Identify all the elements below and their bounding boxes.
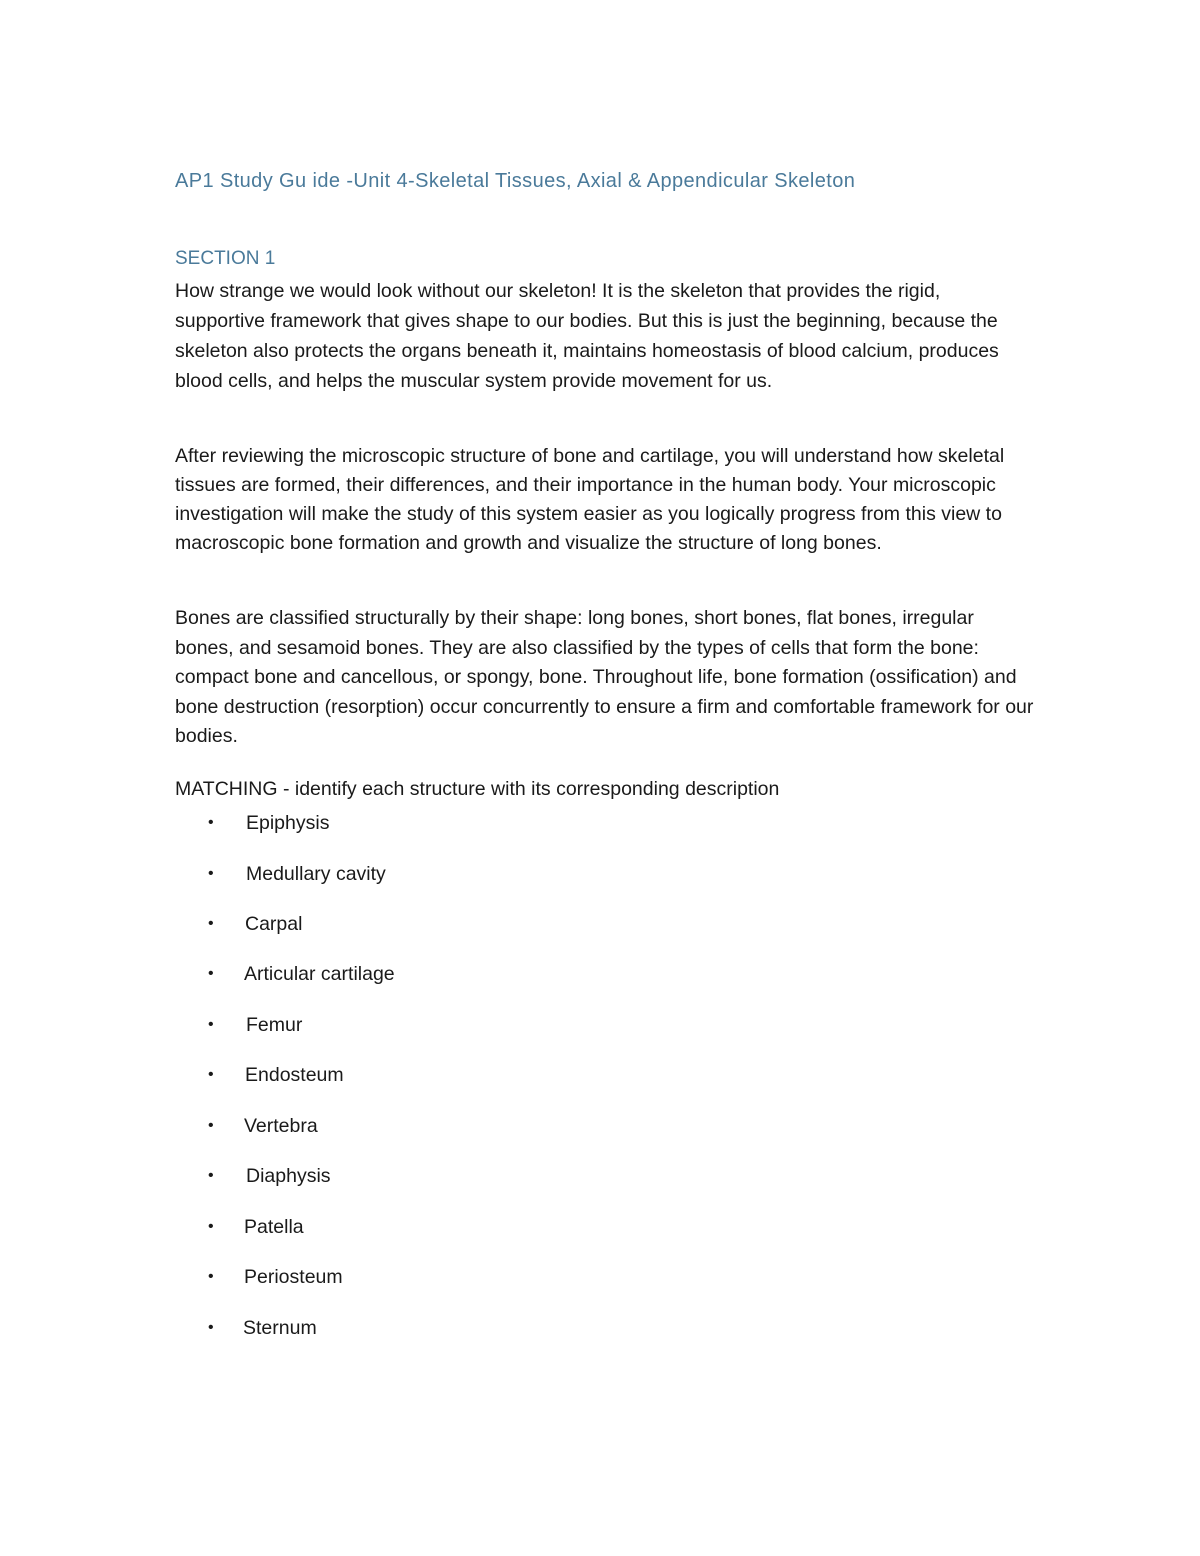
microscopic-paragraph: After reviewing the microscopic structure of bone and cartilage, you will understand how skeletal tissues are formed, their differences, and their importance in the human body. Your microscopic investigation will make the study of this system easier as you logically progress from this view to macroscopic bone formation and growth and visualize the structure of long bones. — [175, 445, 1005, 554]
list-item-label: Vertebra — [244, 1115, 318, 1137]
list-item-label: Medullary cavity — [246, 863, 386, 885]
bullet-icon: • — [208, 865, 214, 882]
intro-paragraph: How strange we would look without our skeleton! It is the skeleton that provides the rigid, supportive framework that gives shape to our bodies. But this is just the beginning, because the skeleton also protects the organs beneath it, maintains homeostasis of blood calcium, produces blood cells, and helps the muscular system provide movement for us. — [175, 280, 999, 392]
list-item-label: Patella — [244, 1216, 304, 1238]
list-item-label: Diaphysis — [246, 1165, 331, 1187]
list-item-label: Femur — [246, 1014, 303, 1036]
bullet-icon: • — [208, 1167, 214, 1184]
bullet-icon: • — [208, 965, 214, 982]
list-item-label: Articular cartilage — [244, 963, 395, 985]
list-item-label: Sternum — [243, 1317, 317, 1339]
document-title: AP1 Study Gu ide -Unit 4-Skeletal Tissues, Axial & Appendicular Skeleton — [175, 170, 856, 192]
bullet-icon: • — [208, 1016, 214, 1033]
bullet-icon: • — [208, 1319, 214, 1336]
matching-instruction: MATCHING - identify each structure with its corresponding description — [175, 778, 780, 800]
list-item-label: Endosteum — [245, 1064, 344, 1086]
classification-paragraph: Bones are classified structurally by their shape: long bones, short bones, flat bones, irregular bones, and sesamoid bones. They are also classified by the types of cells that form the bone: compact bone and cancellous, or spongy, bone. Throughout life, bone formation (ossification) and bone destruction (resorption) occur concurrently to ensure a firm and comfortable framework for our bodies. — [175, 607, 1034, 747]
bullet-icon: • — [208, 915, 214, 932]
list-item-label: Epiphysis — [246, 812, 330, 834]
bullet-icon: • — [208, 1268, 214, 1285]
bullet-icon: • — [208, 814, 214, 831]
bullet-icon: • — [208, 1066, 214, 1083]
section-heading: SECTION 1 — [175, 248, 276, 269]
bullet-icon: • — [208, 1117, 214, 1134]
list-item-label: Carpal — [245, 913, 303, 935]
bullet-icon: • — [208, 1218, 214, 1235]
list-item-label: Periosteum — [244, 1266, 343, 1288]
